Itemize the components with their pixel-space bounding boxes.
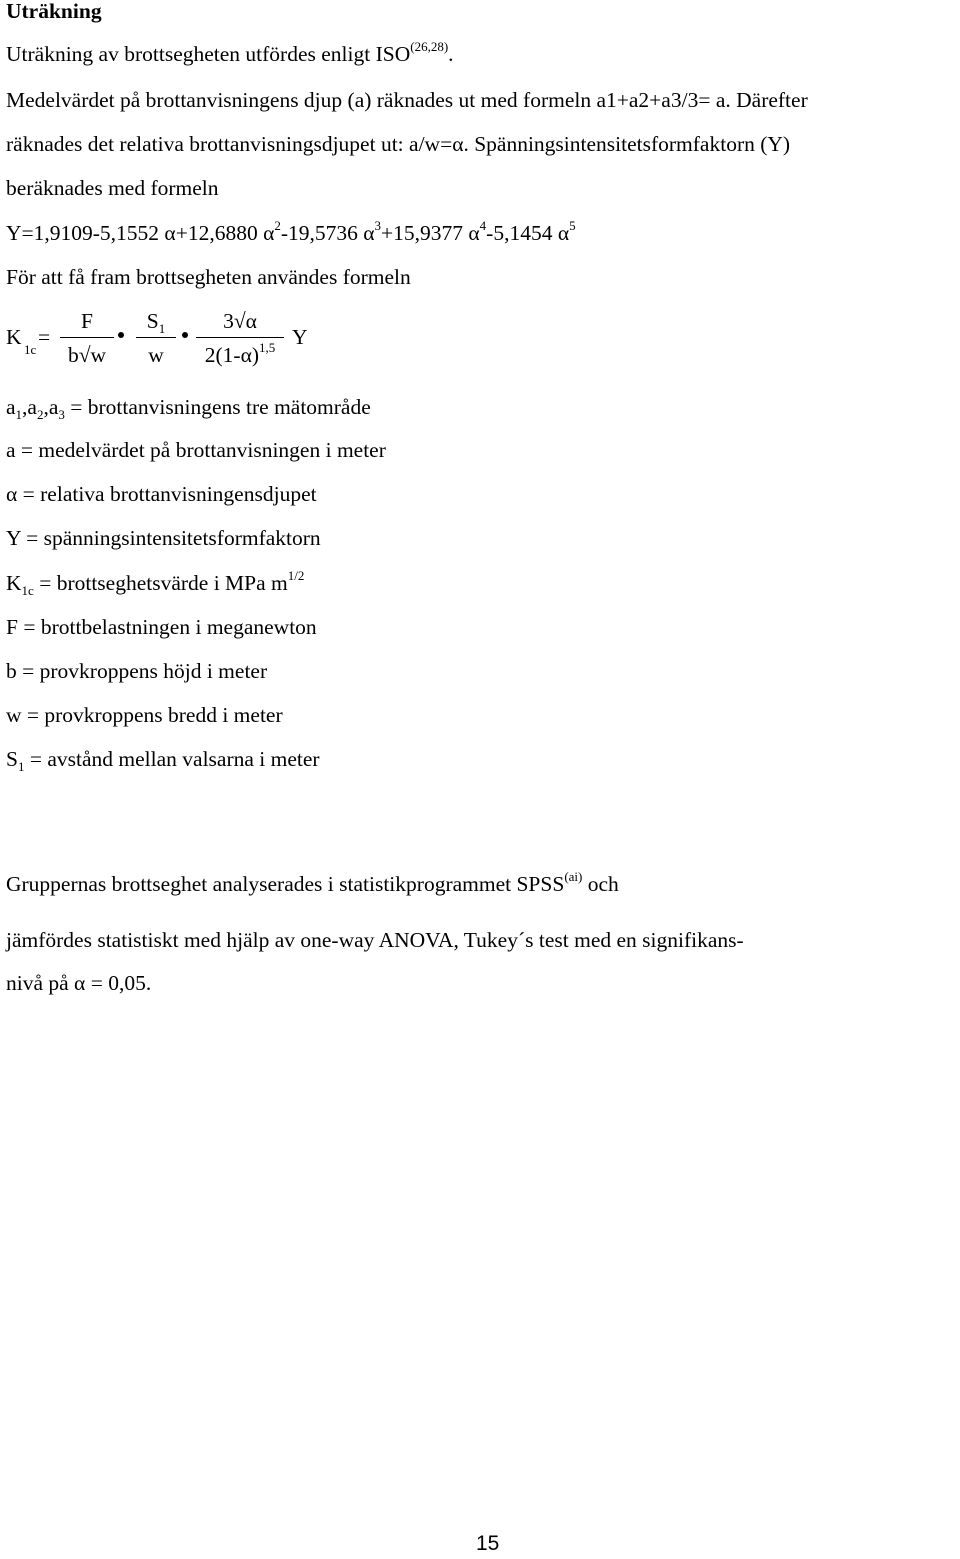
definition-line: b = provkroppens höjd i meter [6,659,268,683]
fraction2-numerator-subscript: 1 [158,321,166,336]
y-formula-exponent: 2 [274,218,281,233]
stats-text: Gruppernas brottseghet analyserades i statistikprogrammet SPSS [6,872,565,896]
definition-subscript: 1 [15,407,23,422]
fraction1-bar [60,337,114,338]
definition-subscript: 1c [21,583,34,598]
fraction1-denominator: b√w [67,343,107,367]
fraction2-denominator: w [148,343,164,367]
paragraph-line: Medelvärdet på brottanvisningens djup (a) räknades ut med formeln a1+a2+a3/3= a. Därefter [6,88,808,112]
k-symbol: K [6,325,22,349]
formula-intro: För att få fram brottsegheten användes formeln [6,265,411,289]
intro-reference: (26,28) [410,39,449,54]
y-formula-part: Y=1,9109-5,1552 α+12,6880 α [6,221,275,245]
definition-text: = avstånd mellan valsarna i meter [24,747,320,771]
intro-text: Uträkning av brottsegheten utfördes enligt ISO [6,42,411,66]
fraction3-bar [196,337,284,338]
fraction2-bar [136,337,176,338]
page-number: 15 [476,1532,500,1555]
definition-subscript: 3 [58,407,65,422]
definition-text: = brottanvisningens tre mätområde [64,395,371,419]
stats-line: jämfördes statistiskt med hjälp av one-way ANOVA, Tukey´s test med en signifikans- [6,928,744,952]
stats-text-end: och [582,872,619,896]
definition-line: α = relativa brottanvisningensdjupet [6,482,317,506]
fraction3-numerator: 3√α [223,309,257,333]
fraction2-numerator-symbol: S [146,309,159,333]
y-formula-exponent: 5 [569,218,576,233]
definition-subscript: 2 [36,407,44,422]
section-heading: Uträkning [6,0,102,23]
y-formula [6,218,576,245]
definition-line [6,747,320,774]
y-symbol: Y [292,325,308,349]
definition-term: ,a [22,395,37,419]
y-formula-part: -19,5736 α [280,221,375,245]
fraction3-denominator [196,340,284,367]
intro-end: . [448,42,454,66]
definition-term: K [6,571,22,595]
definition-line: F = brottbelastningen i meganewton [6,615,317,639]
definition-line: a = medelvärdet på brottanvisningen i meter [6,438,386,462]
paragraph-line: räknades det relativa brottanvisningsdjupet ut: a/w=α. Spänningsintensitetsformfaktorn (Y) [6,132,791,156]
fraction2-numerator [136,309,176,336]
paragraph-line: beräknades med formeln [6,176,219,200]
fraction3-denominator-base: 2(1-α) [204,343,259,367]
definition-term: ,a [43,395,59,419]
definition-line: w = provkroppens bredd i meter [6,703,283,727]
stats-line: nivå på α = 0,05. [6,971,152,995]
definition-exponent: 1/2 [287,568,305,583]
definition-line [6,395,371,422]
definition-text: = brottseghetsvärde i MPa m [33,571,288,595]
definition-line: Y = spänningsintensitetsformfaktorn [6,526,321,550]
y-formula-part: +15,9377 α [381,221,480,245]
fraction1-numerator: F [81,309,93,333]
definition-line [6,568,305,598]
intro-line [6,39,454,66]
multiplication-dot [182,332,188,338]
y-formula-exponent: 4 [479,218,487,233]
fraction3-denominator-exponent: 1,5 [259,340,276,355]
definition-term: a [6,395,16,419]
definition-subscript: 1 [17,759,25,774]
y-formula-part: -5,1454 α [486,221,570,245]
y-formula-exponent: 3 [374,218,382,233]
multiplication-dot [118,332,124,338]
definition-term: S [6,747,18,771]
stats-reference: (ai) [564,869,583,884]
stats-line [6,869,619,896]
k-subscript: 1c [24,342,37,357]
equals-sign: = [38,325,51,349]
